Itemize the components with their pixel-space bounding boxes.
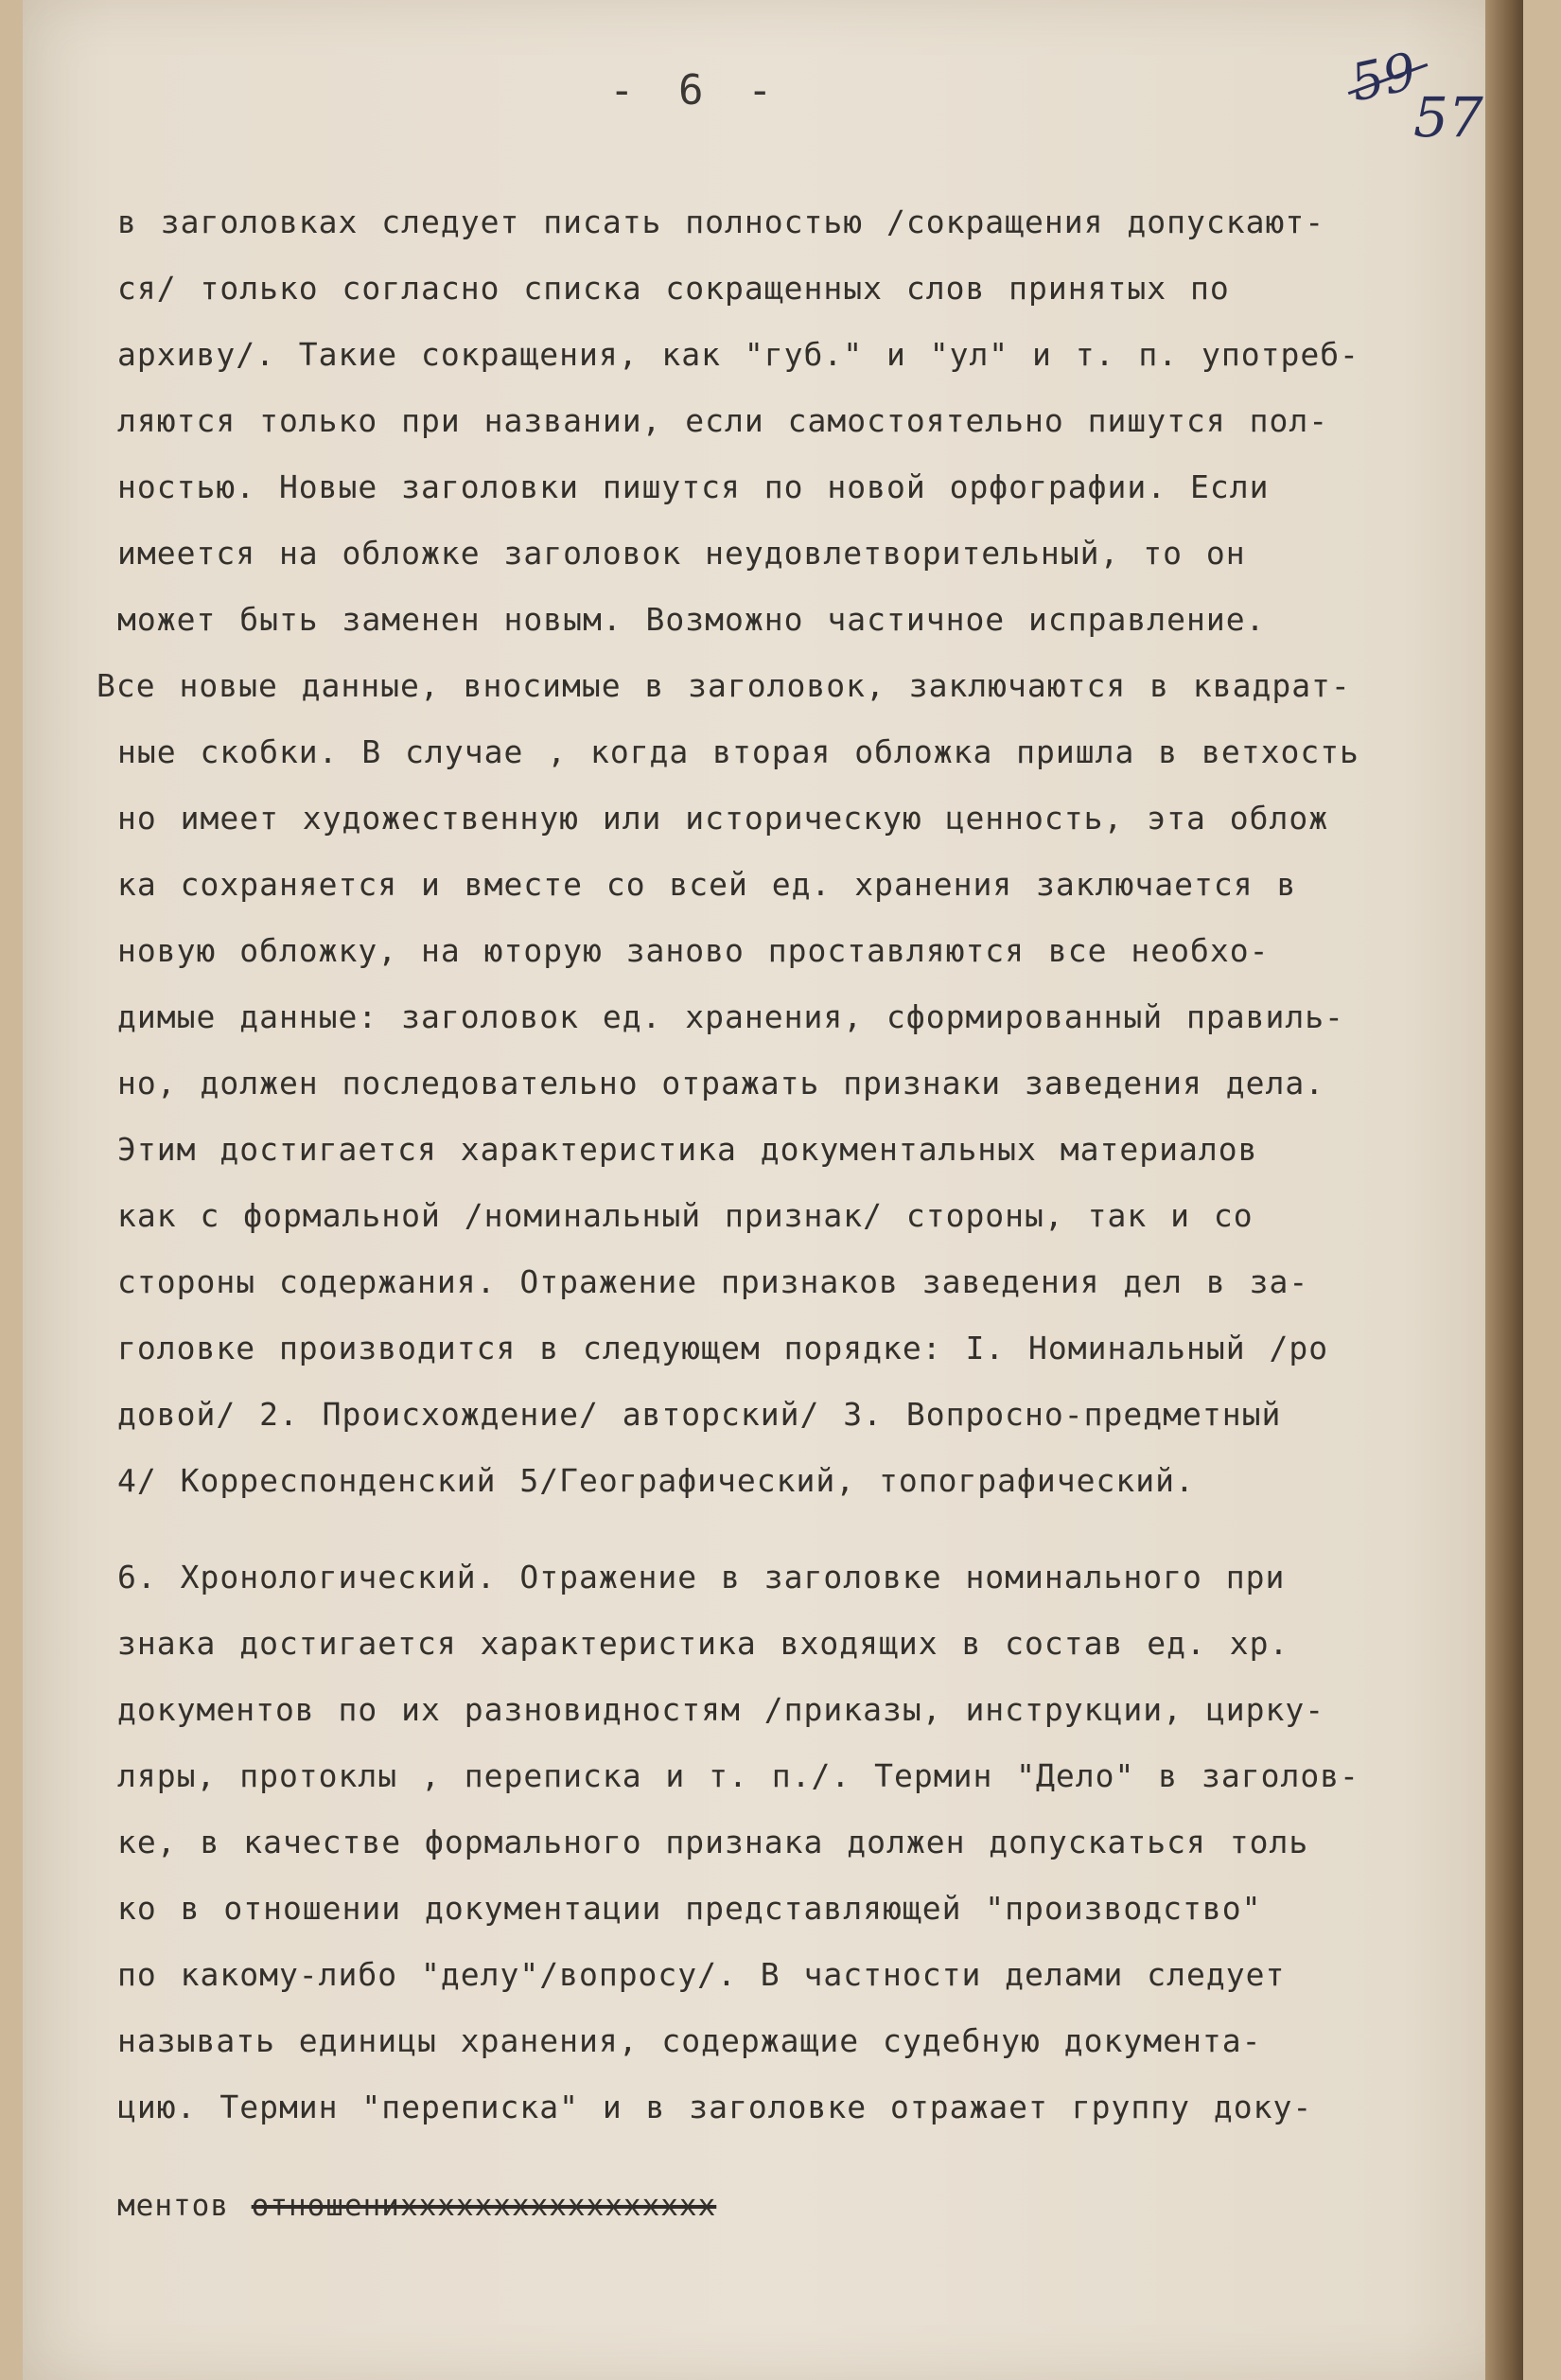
typed-text-body bbox=[96, 189, 1508, 2239]
document-page bbox=[23, 0, 1523, 2380]
text-line: ко в отношении документации представляющей "производство" bbox=[117, 1890, 1262, 1927]
text-line: архиву/. Такие сокращения, как "губ." и "ул" и т. п. употреб- bbox=[117, 336, 1359, 373]
text-line: ные скобки. В случае , когда вторая обложка пришла в ветхость bbox=[117, 733, 1359, 770]
text-line: цию. Термин "переписка" и в заголовке отражает группу доку- bbox=[117, 2089, 1313, 2125]
text-line: стороны содержания. Отражение признаков заведения дел в за- bbox=[117, 1263, 1309, 1300]
page-number: - 6 - bbox=[609, 66, 782, 115]
text-line: по какому-либо "делу"/вопросу/. В частности делами следует bbox=[117, 1956, 1286, 1993]
text-line: ся/ только согласно списка сокращенных слов принятых по bbox=[117, 270, 1230, 307]
text-line: ляются только при названии, если самостоятельно пишутся пол- bbox=[117, 402, 1329, 439]
text-line: может быть заменен новым. Возможно частичное исправление. bbox=[117, 601, 1266, 638]
folio-old-number: 59 bbox=[1345, 41, 1422, 114]
text-line: новую обложку, на юторую заново проставляются все необхо- bbox=[117, 932, 1270, 969]
text-line: головке производится в следующем порядке: I. Номинальный /ро bbox=[117, 1330, 1329, 1366]
text-line: 6. Хронологический. Отражение в заголовке номинального при bbox=[117, 1559, 1286, 1595]
text-line: ностью. Новые заголовки пишутся по новой орфографии. Если bbox=[117, 468, 1270, 505]
text-line: ляры, протоклы , переписка и т. п./. Термин "Дело" в заголов- bbox=[117, 1757, 1359, 1794]
text-line: называть единицы хранения, содержащие судебную документа- bbox=[117, 2022, 1262, 2059]
text-line-last bbox=[117, 2173, 1508, 2239]
text-line: ке, в качестве формального признака должен допускаться толь bbox=[117, 1824, 1309, 1860]
text-line: но имеет художественную или историческую ценность, эта облож bbox=[117, 800, 1329, 837]
last-line-prefix: ментов bbox=[117, 2189, 229, 2223]
text-line: довой/ 2. Происхождение/ авторский/ 3. Вопросно-предметный bbox=[117, 1396, 1282, 1433]
folio-new-number: 57 bbox=[1413, 85, 1483, 150]
text-line: димые данные: заголовок ед. хранения, сформированный правиль- bbox=[117, 998, 1344, 1035]
text-line: Этим достигается характеристика документальных материалов bbox=[117, 1131, 1258, 1168]
text-line: 4/ Корреспонденский 5/Географический, топографический. bbox=[117, 1462, 1195, 1499]
text-line: имеется на обложке заголовок неудовлетворительный, то он bbox=[117, 535, 1246, 572]
text-line: ка сохраняется и вместе со всей ед. хранения заключается в bbox=[117, 866, 1297, 903]
text-line: но, должен последовательно отражать признаки заведения дела. bbox=[117, 1065, 1325, 1102]
text-line: в заголовках следует писать полностью /сокращения допускают- bbox=[117, 203, 1325, 240]
text-line: как с формальной /номинальный признак/ стороны, так и со bbox=[117, 1197, 1254, 1234]
folio-number bbox=[1338, 41, 1499, 151]
struck-out-text: отношениххххххххххххххххх bbox=[251, 2189, 717, 2223]
text-line: документов по их разновидностям /приказы, инструкции, цирку- bbox=[117, 1691, 1325, 1728]
text-line: знака достигается характеристика входящих в состав ед. хр. bbox=[117, 1625, 1289, 1662]
text-line: Все новые данные, вносимые в заголовок, заключаются в квадрат- bbox=[96, 667, 1351, 704]
